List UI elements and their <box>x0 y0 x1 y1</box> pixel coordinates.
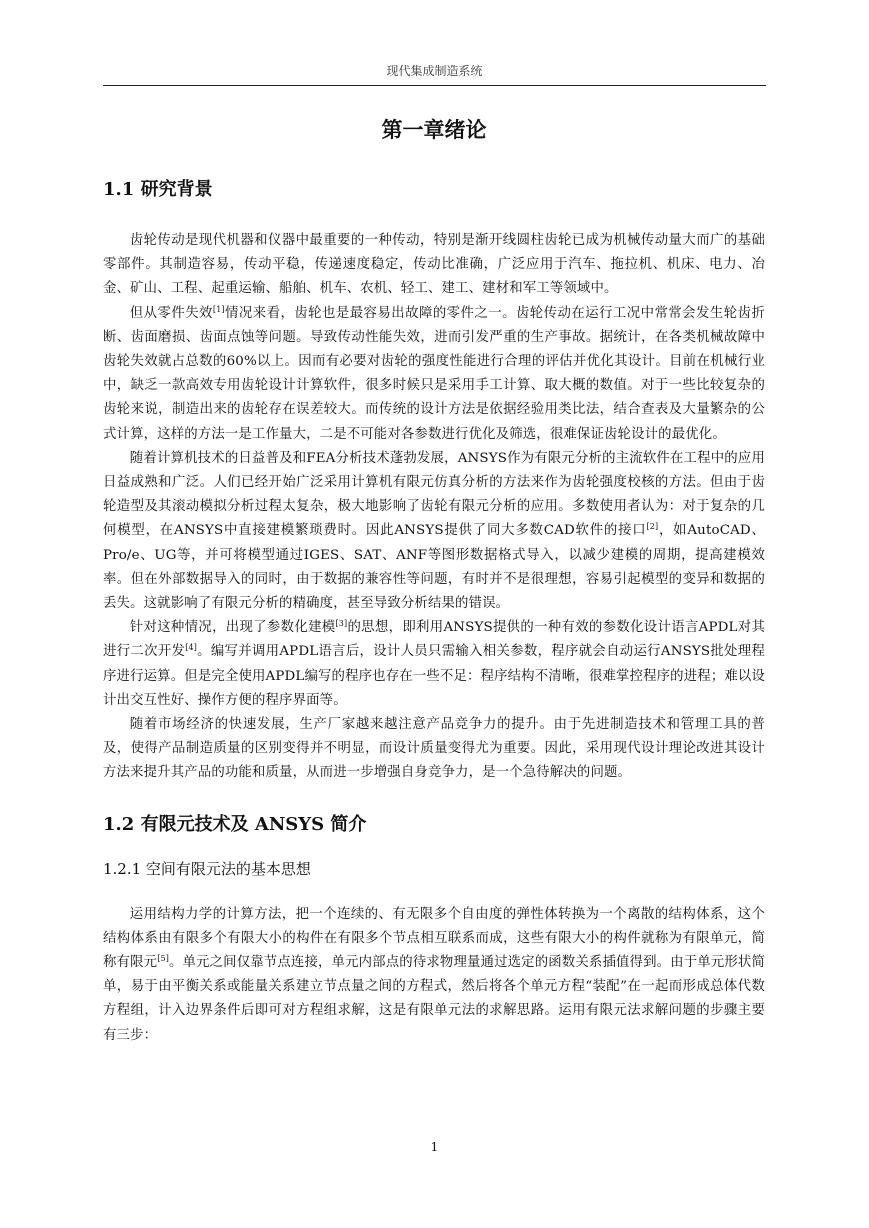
paragraph: 随着计算机技术的日益普及和FEA分析技术蓬勃发展，ANSYS作为有限元分析的主流软件在工程中的应用日益成熟和广泛。人们已经开始广泛采用计算机有限元仿真分析的方法来作为齿轮强度校核的方法。但由于齿轮造型及其滚动模拟分析过程太复杂，极大地影响了齿轮有限元分析的应用。多数使用者认为：对于复杂的几何模型，在ANSYS中直接建模繁琐费时。因此ANSYS提供了同大多数CAD软件的接口[2]，如AutoCAD、Pro/e、UG等，并可将模型通过IGES、SAT、ANF等图形数据格式导入，以减少建模的周期，提高建模效率。但在外部数据导入的同时，由于数据的兼容性等问题，有时并不是很理想，容易引起模型的变异和数据的丢失。这就影响了有限元分析的精确度，甚至导致分析结果的错误。 <box>103 450 765 612</box>
paragraph: 齿轮传动是现代机器和仪器中最重要的一种传动，特别是渐开线圆柱齿轮已成为机械传动量大而广的基础零部件。其制造容易，传动平稳，传递速度稳定，传动比准确，广泛应用于汽车、拖拉机、机床、电力、冶金、矿山、工程、起重运输、船舶、机车、农机、轻工、建工、建材和军工等领域中。 <box>103 233 765 297</box>
paragraph: 但从零件失效[1]情况来看，齿轮也是最容易出故障的零件之一。齿轮传动在运行工况中常常会发生轮齿折断、齿面磨损、齿面点蚀等问题。导致传动性能失效，进而引发严重的生产事故。据统计，在各类机械故障中齿轮失效就占总数的60%以上。因而有必要对齿轮的强度性能进行合理的评估并优化其设计。目前在机械行业中，缺乏一款高效专用齿轮设计计算软件，很多时候只是采用手工计算、取大概的数值。对于一些比较复杂的齿轮来说，制造出来的齿轮存在误差较大。而传统的设计方法是依据经验用类比法，结合查表及大量繁杂的公式计算，这样的方法一是工作量大，二是不可能对各参数进行优化及筛选，很难保证齿轮设计的最优化。 <box>103 304 765 442</box>
paragraph: 随着市场经济的快速发展，生产厂家越来越注意产品竞争力的提升。由于先进制造技术和管理工具的普及，使得产品制造质量的区别变得并不明显，而设计质量变得尤为重要。因此，采用现代设计理论改进其设计方法来提升其产品的功能和质量，从而进一步增强自身竞争力，是一个急待解决的问题。 <box>103 717 765 781</box>
running-header: 现代集成制造系统 <box>103 62 766 86</box>
page-number: 1 <box>430 1140 439 1154</box>
citation: [3] <box>335 619 348 629</box>
citation: [5] <box>157 954 169 964</box>
chapter-title: 第一章绪论 <box>381 117 487 142</box>
citation: [4] <box>185 643 197 653</box>
paragraph: 针对这种情况，出现了参数化建模[3]的思想，即利用ANSYS提供的一种有效的参数化设计语言APDL对其进行二次开发[4]。编写并调用APDL语言后，设计人员只需输入相关参数，程序就会自动运行ANSYS批处理程序进行运算。但是完全使用APDL编写的程序也存在一些不足：程序结构不清晰，很难掌控程序的进程；难以设计出交互性好、操作方便的程序界面等。 <box>103 619 765 708</box>
citation: [2] <box>646 522 659 532</box>
section-heading: 1.1 研究背景 <box>103 179 213 200</box>
page-content <box>103 115 765 1048</box>
subsection-heading: 1.2.1 空间有限元法的基本思想 <box>103 859 311 878</box>
paragraph: 运用结构力学的计算方法，把一个连续的、有无限多个自由度的弹性体转换为一个离散的结构体系，这个结构体系由有限多个有限大小的构件在有限多个节点相互联系而成，这些有限大小的构件就称为有限单元，简称有限元[5]。单元之间仅靠节点连接，单元内部点的待求物理量通过选定的函数关系插值得到。由于单元形状简单，易于由平衡关系或能量关系建立节点量之间的方程式，然后将各个单元方程“装配”在一起而形成总体代数方程组，计入边界条件后即可对方程组求解，这是有限单元法的求解思路。运用有限元法求解问题的步骤主要有三步： <box>103 906 765 1043</box>
section-heading: 1.2 有限元技术及 ANSYS 简介 <box>103 813 367 835</box>
citation: [1] <box>212 304 225 314</box>
